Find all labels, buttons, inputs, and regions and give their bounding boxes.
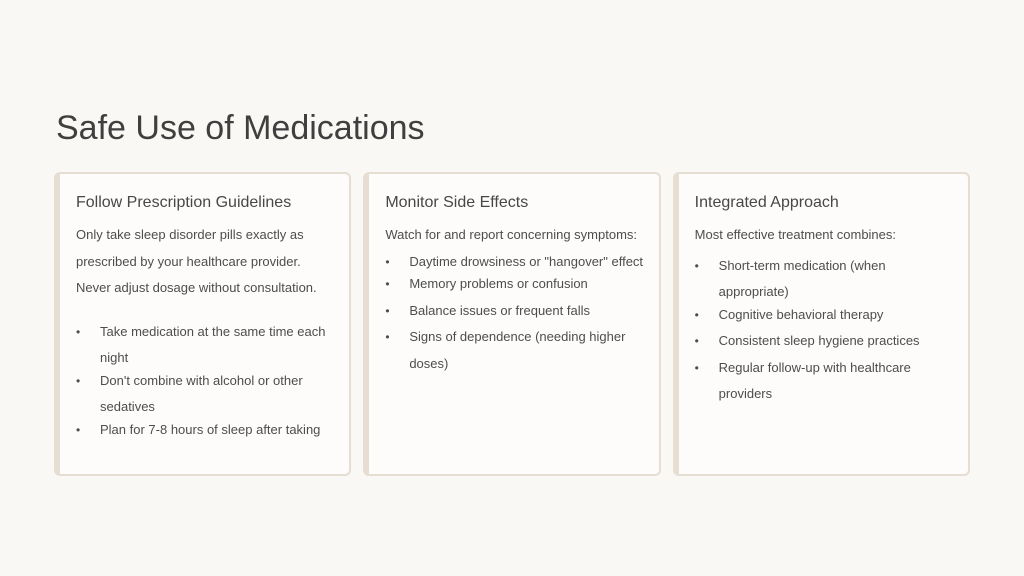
page-title: Safe Use of Medications	[56, 109, 425, 147]
bullet-item: • Memory problems or confusion	[385, 271, 644, 298]
card-integrated-approach	[673, 172, 970, 476]
bullet-item: • Consistent sleep hygiene practices	[695, 328, 954, 355]
cards-row	[54, 172, 970, 476]
bullet-item: • Short-term medication (when appropriate)	[695, 253, 954, 306]
card-text: Only take sleep disorder pills exactly as prescribed by your healthcare provider. Never adjust dosage without consultation.	[76, 227, 317, 295]
bullet-item: • Don't combine with alcohol or other sedatives	[76, 368, 335, 421]
bullet-list	[695, 253, 954, 408]
bullet-item: • Signs of dependence (needing higher doses)	[385, 324, 644, 377]
bullet-item: • Daytime drowsiness or "hangover" effect	[385, 249, 644, 276]
bullet-item: • Regular follow-up with healthcare providers	[695, 355, 954, 408]
card-title: Follow Prescription Guidelines	[76, 194, 292, 211]
bullet-item: • Take medication at the same time each night	[76, 319, 335, 372]
bullet-item: • Balance issues or frequent falls	[385, 298, 644, 325]
card-title: Monitor Side Effects	[385, 194, 529, 211]
card-prescription-guidelines	[54, 172, 351, 476]
bullet-list	[76, 319, 335, 444]
bullet-item: • Plan for 7-8 hours of sleep after taking	[76, 417, 335, 444]
bullet-list	[385, 249, 644, 378]
card-text: Watch for and report concerning symptoms:	[385, 227, 638, 242]
card-text: Most effective treatment combines:	[694, 227, 897, 242]
bullet-item: • Cognitive behavioral therapy	[695, 302, 954, 329]
card-monitor-side-effects	[363, 172, 660, 476]
card-title: Integrated Approach	[694, 194, 839, 211]
